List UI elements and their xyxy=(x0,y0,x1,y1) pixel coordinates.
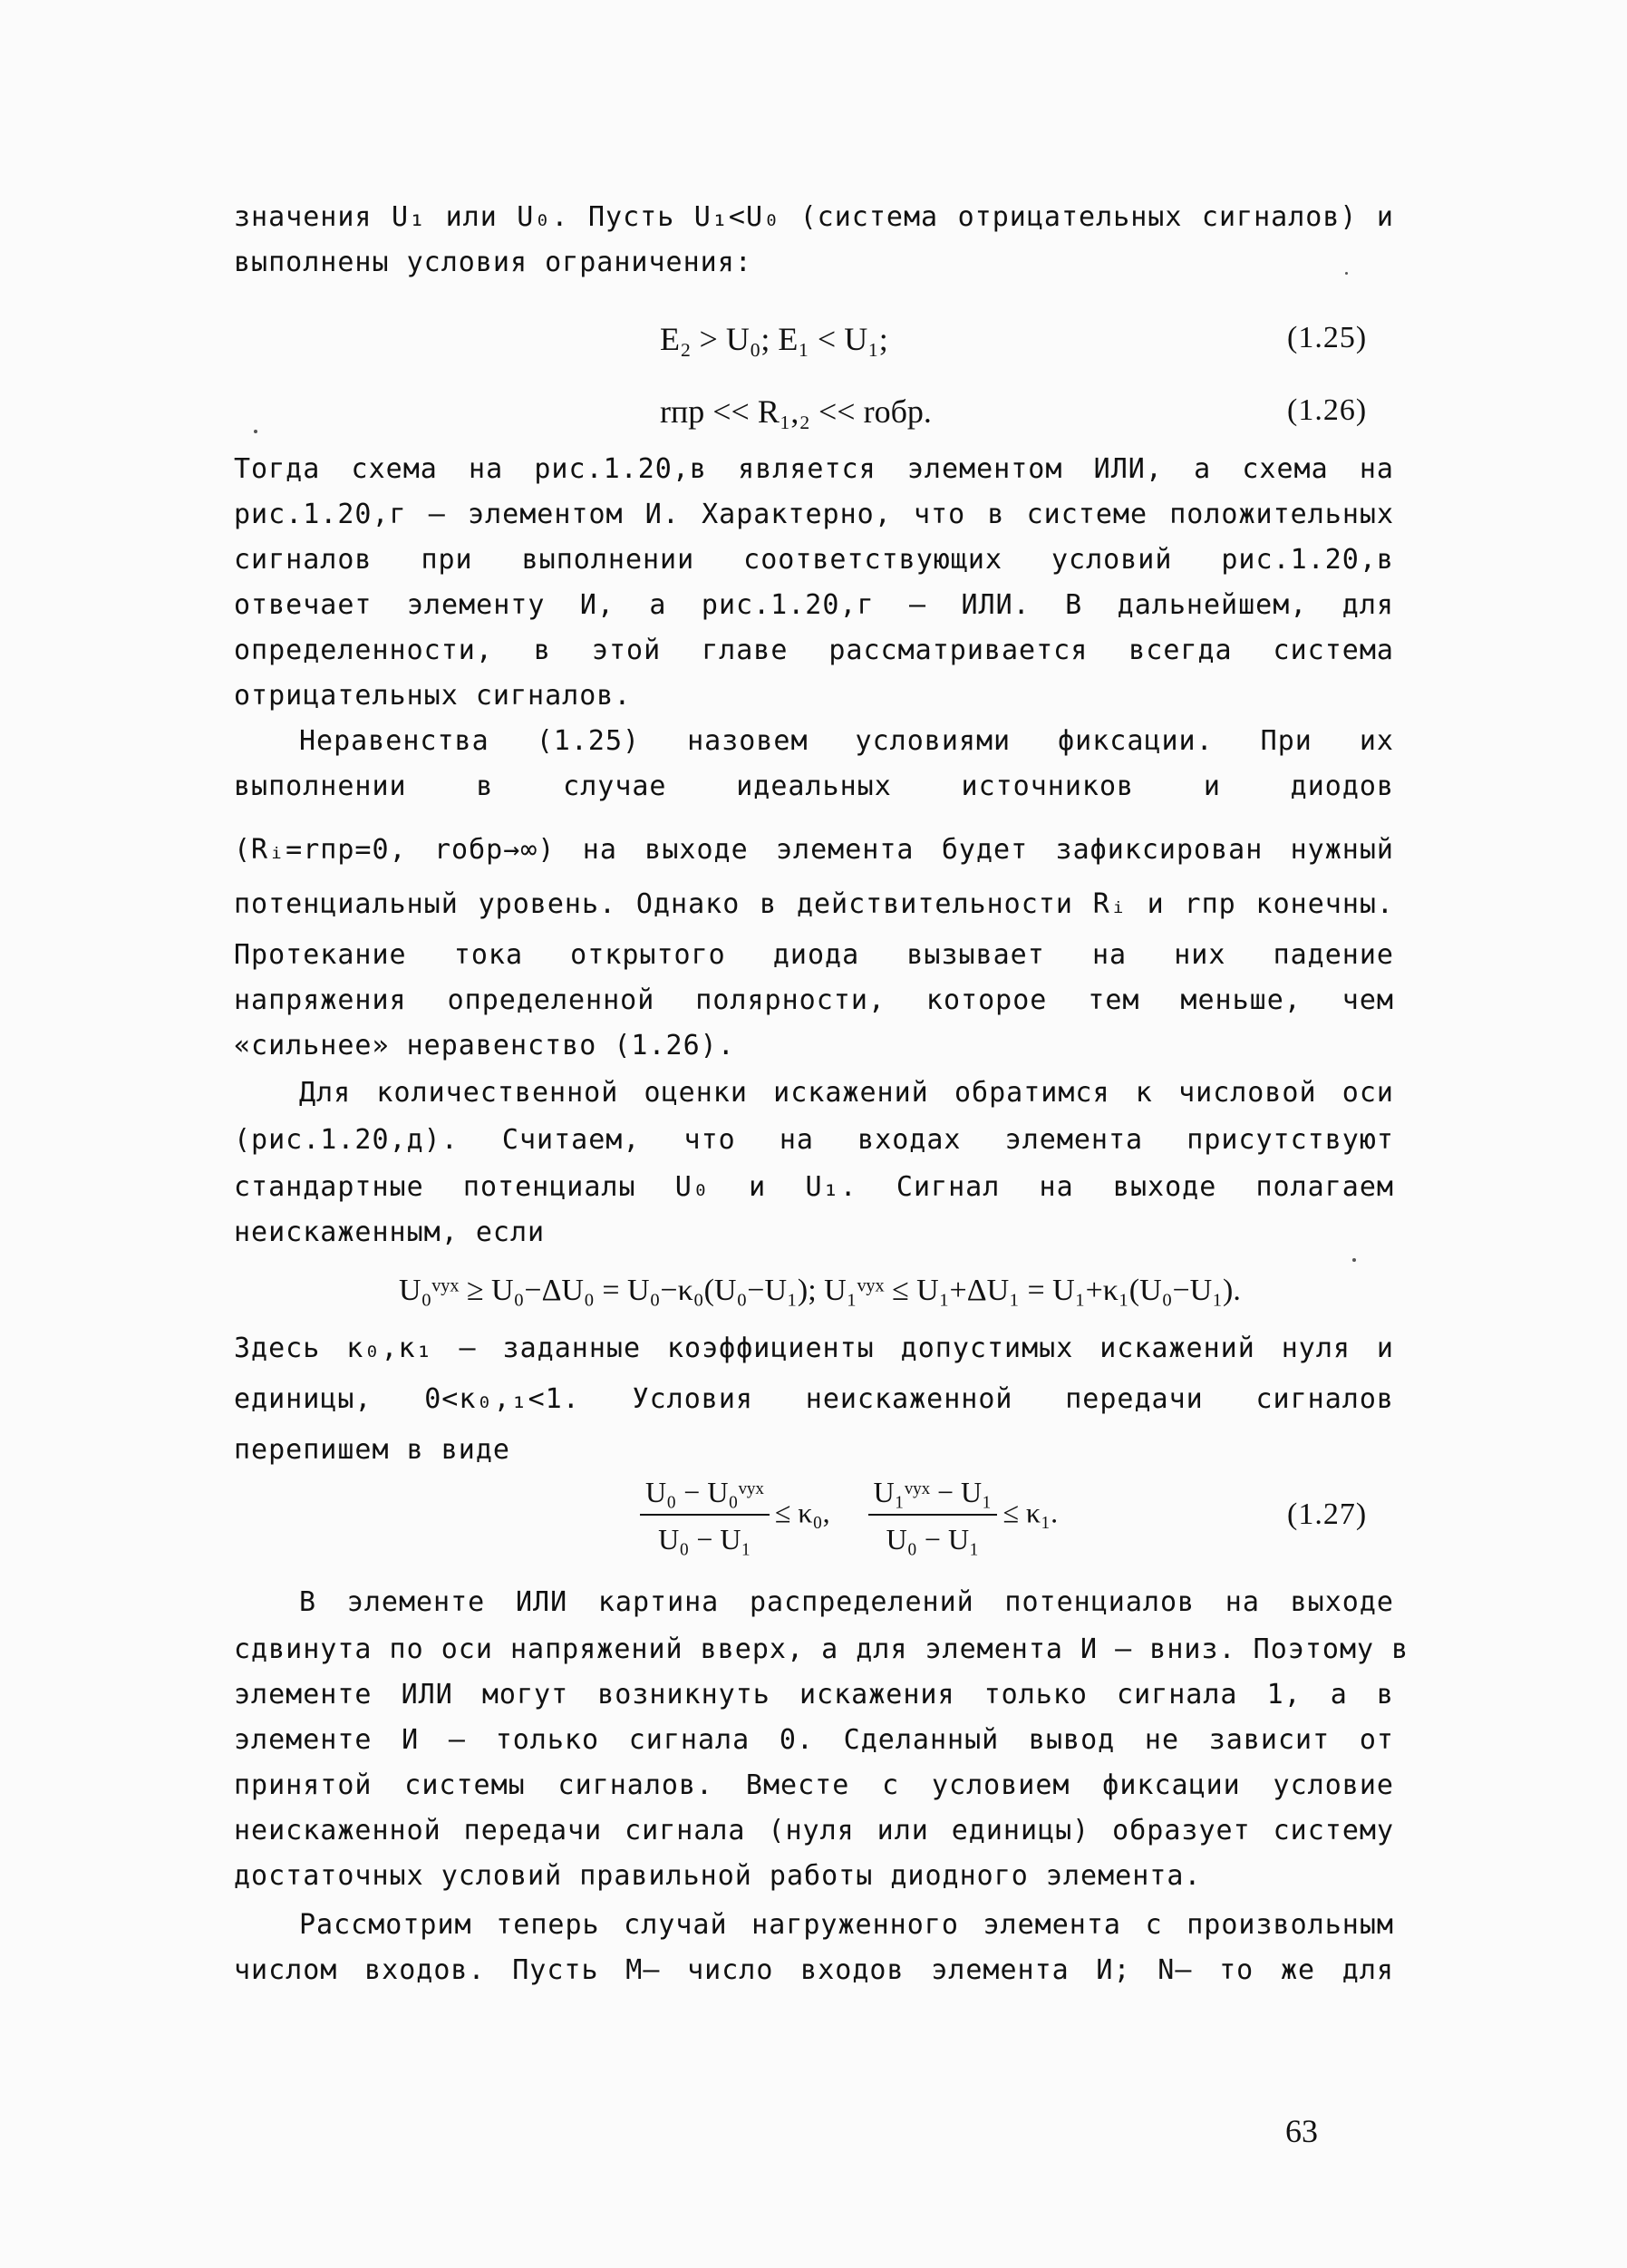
text-line: (Rᵢ=rпр=0, rобр→∞) на выходе элемента будет зафиксирован нужный xyxy=(234,834,1394,866)
equation-1-25: E₂ > U₀; E₁ < U₁; xyxy=(660,321,888,357)
text-line: определенности, в этой главе рассматривается всегда система xyxy=(234,635,1394,666)
scan-speck xyxy=(1345,272,1348,275)
text-line: (рис.1.20,д). Считаем, что на входах элемента присутствуют xyxy=(234,1124,1394,1156)
text-line: отрицательных сигналов. xyxy=(234,680,632,712)
text-line: В элементе ИЛИ картина распределений потенциалов на выходе xyxy=(299,1586,1394,1618)
text-line: элементе ИЛИ могут возникнуть искажения только сигнала 1, а в xyxy=(234,1679,1394,1711)
text-line: рис.1.20,г – элементом И. Характерно, что в системе положительных xyxy=(234,499,1394,530)
text-line: числом входов. Пусть M– число входов элемента И; N– то же для xyxy=(234,1954,1394,1986)
scan-speck xyxy=(1352,1258,1356,1262)
fraction: $\frac{\text{U₁ᵛʸˣ − U₁}}{\text{U₀ − U₁}}$ xyxy=(868,1472,998,1559)
text-line: Тогда схема на рис.1.20,в является элементом ИЛИ, а схема на xyxy=(234,453,1394,485)
page-number: 63 xyxy=(1285,2113,1318,2149)
equation-1-27: $\frac{\text{U₀ − U₀ᵛʸˣ}}{\text{U₀ − U₁}}$ ≤ κ₀, $\frac{\text{U₁ᵛʸˣ − U₁}}{\text{U₀ − U₁}}$ ≤ κ₁. xyxy=(634,1472,1058,1559)
equation-number: (1.25) xyxy=(1287,321,1368,354)
text-line: сдвинута по оси напряжений вверх, а для элемента И – вниз. Поэтому в xyxy=(234,1633,1409,1665)
text-line: выполнении в случае идеальных источников и диодов xyxy=(234,771,1394,802)
text-line: напряжения определенной полярности, которое тем меньше, чем xyxy=(234,984,1394,1016)
text-line: выполнены условия ограничения: xyxy=(234,247,752,278)
fraction: $\frac{\text{U₀ − U₀ᵛʸˣ}}{\text{U₀ − U₁}}$ xyxy=(640,1472,770,1559)
text-line: потенциальный уровень. Однако в действительности Rᵢ и rпр конечны. xyxy=(234,888,1394,920)
text-line: единицы, 0<κ₀,₁<1. Условия неискаженной передачи сигналов xyxy=(234,1383,1394,1415)
equation-number: (1.27) xyxy=(1287,1497,1368,1531)
equation-distortion: U₀ᵛʸˣ ≥ U₀−ΔU₀ = U₀−κ₀(U₀−U₁); U₁ᵛʸˣ ≤ U₁+ΔU₁ = U₁+κ₁(U₀−U₁). xyxy=(399,1274,1241,1307)
equation-number: (1.26) xyxy=(1287,393,1368,427)
text-line: принятой системы сигналов. Вместе с условием фиксации условие xyxy=(234,1769,1394,1801)
equation-1-26: rпр << R₁,₂ << rобр. xyxy=(660,393,932,430)
text-line: сигналов при выполнении соответствующих условий рис.1.20,в xyxy=(234,544,1394,576)
text-line: достаточных условий правильной работы диодного элемента. xyxy=(234,1860,1202,1892)
text-line: Протекание тока открытого диода вызывает на них падение xyxy=(234,939,1394,971)
text-line: элементе И – только сигнала 0. Сделанный вывод не зависит от xyxy=(234,1724,1394,1756)
text-line: Здесь κ₀,κ₁ – заданные коэффициенты допустимых искажений нуля и xyxy=(234,1333,1394,1364)
text-line: неискаженной передачи сигнала (нуля или единицы) образует систему xyxy=(234,1815,1394,1846)
text-line: стандартные потенциалы U₀ и U₁. Сигнал на выходе полагаем xyxy=(234,1171,1394,1203)
scan-speck xyxy=(254,430,257,433)
text-line: неискаженным, если xyxy=(234,1216,546,1248)
text-line: перепишем в виде xyxy=(234,1434,510,1466)
text-line: «сильнее» неравенство (1.26). xyxy=(234,1030,735,1061)
text-line: отвечает элементу И, а рис.1.20,г – ИЛИ. В дальнейшем, для xyxy=(234,589,1394,621)
text-line: значения U₁ или U₀. Пусть U₁<U₀ (система отрицательных сигналов) и xyxy=(234,201,1394,233)
text-line: Рассмотрим теперь случай нагруженного элемента с произвольным xyxy=(299,1909,1394,1941)
text-line: Для количественной оценки искажений обратимся к числовой оси xyxy=(299,1077,1394,1109)
text-line: Неравенства (1.25) назовем условиями фиксации. При их xyxy=(299,725,1394,757)
